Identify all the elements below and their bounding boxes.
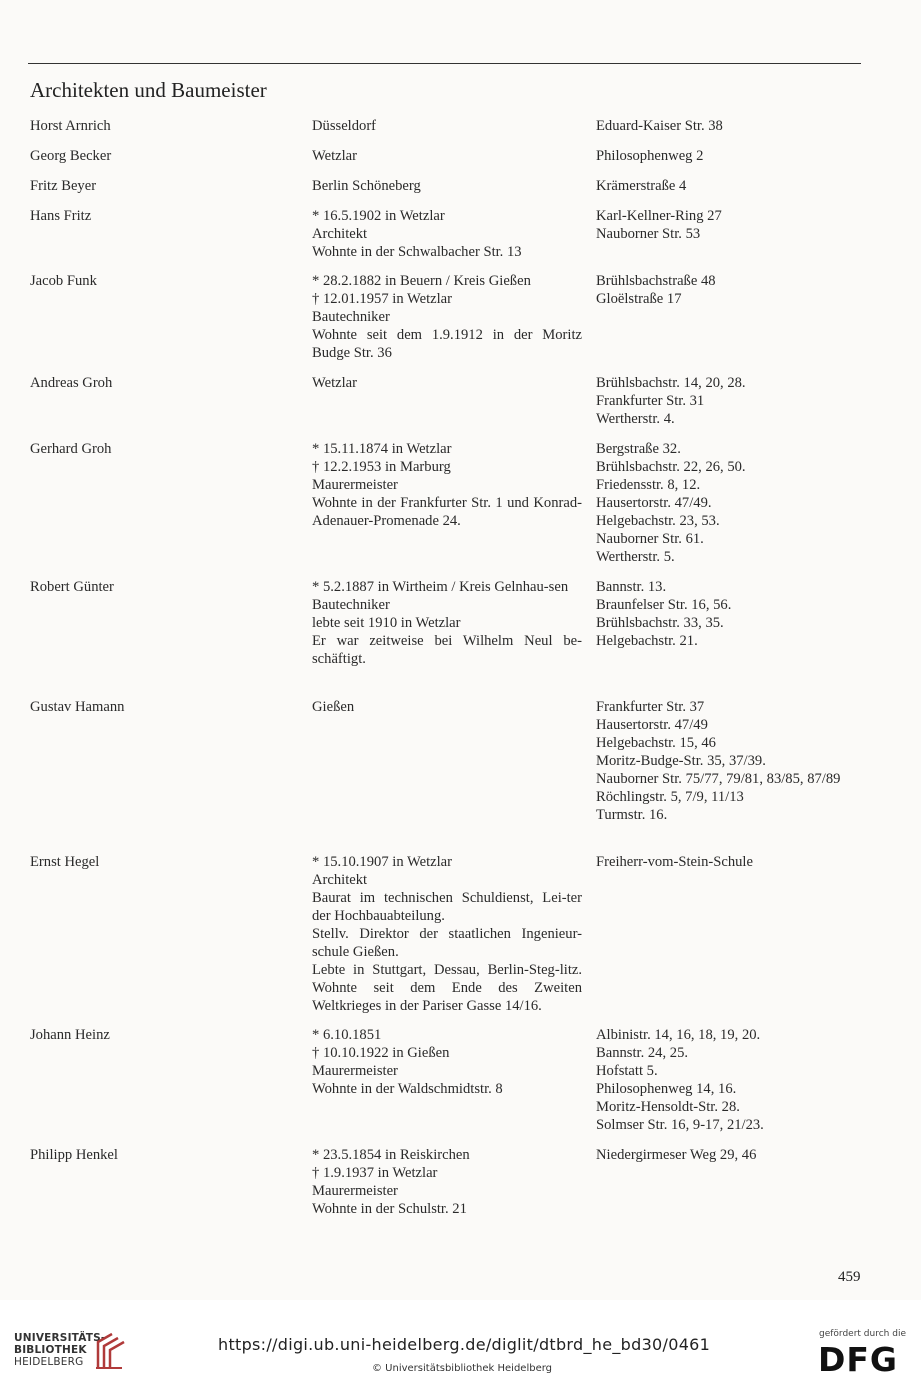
entry-addresses xyxy=(596,374,864,428)
entry-addresses xyxy=(596,1146,864,1164)
entry-addresses xyxy=(596,177,864,195)
section-title: Architekten und Baumeister xyxy=(30,78,267,102)
entry-address-line: Brühlsbachstr. 14, 20, 28. xyxy=(596,375,746,391)
entry-info-line: Wohnte in der Schwalbacher Str. 13 xyxy=(312,244,522,260)
entry-info-line: Bautechniker xyxy=(312,597,390,613)
entry-name: Gustav Hamann xyxy=(30,699,125,715)
entry-name: Horst Arnrich xyxy=(30,118,111,134)
entry-info-line: * 15.10.1907 in Wetzlar xyxy=(312,854,453,870)
entry-address-line: Nauborner Str. 75/77, 79/81, 83/85, 87/89 xyxy=(596,771,841,787)
entry-info-line: Bautechniker xyxy=(312,309,390,325)
library-line: HEIDELBERG xyxy=(14,1356,84,1368)
entry-info-line: * 23.5.1854 in Reiskirchen xyxy=(312,1147,470,1163)
entry-info-line: lebte seit 1910 in Wetzlar xyxy=(312,615,461,631)
entry-name: Philipp Henkel xyxy=(30,1147,118,1163)
entry-addresses xyxy=(596,207,864,243)
entry-address-line: Nauborner Str. 53 xyxy=(596,226,701,242)
entry-info-line: Architekt xyxy=(312,226,368,242)
entry-address-line: Philosophenweg 14, 16. xyxy=(596,1081,737,1097)
entry-info xyxy=(312,207,582,261)
entry-info-line: Wohnte in der Schulstr. 21 xyxy=(312,1201,467,1217)
library-line: UNIVERSITÄTS- xyxy=(14,1332,106,1344)
entry-address-line: Brühlsbachstr. 22, 26, 50. xyxy=(596,459,746,475)
entry-address-line: Philosophenweg 2 xyxy=(596,148,704,164)
entry-info xyxy=(312,853,582,1015)
entry-address-line: Helgebachstr. 15, 46 xyxy=(596,735,716,751)
entry-address-line: Bergstraße 32. xyxy=(596,441,681,457)
entry-address-line: Solmser Str. 16, 9-17, 21/23. xyxy=(596,1117,764,1133)
entry-addresses xyxy=(596,440,864,566)
entry-info-line: * 5.2.1887 in Wirtheim / Kreis Gelnhau-sen xyxy=(312,579,569,595)
entry-address-line: Turmstr. 16. xyxy=(596,807,668,823)
entry-address-line: Bannstr. 24, 25. xyxy=(596,1045,689,1061)
entry-address-line: Albinistr. 14, 16, 18, 19, 20. xyxy=(596,1027,761,1043)
entry-address-line: Moritz-Hensoldt-Str. 28. xyxy=(596,1099,740,1115)
library-logo-icon xyxy=(92,1328,128,1372)
entry-info-line: Wohnte in der Waldschmidtstr. 8 xyxy=(312,1081,503,1097)
entry-address-line: Hofstatt 5. xyxy=(596,1063,658,1079)
entry-address-line: Karl-Kellner-Ring 27 xyxy=(596,208,722,224)
entry-info-line: Wetzlar xyxy=(312,375,358,391)
entry-name: Fritz Beyer xyxy=(30,178,97,194)
entry-address-line: Hausertorstr. 47/49. xyxy=(596,495,712,511)
entry-address-line: Krämerstraße 4 xyxy=(596,178,687,194)
entry-address-line: Freiherr-vom-Stein-Schule xyxy=(596,854,753,870)
entry-addresses xyxy=(596,117,864,135)
entry-info xyxy=(312,578,582,668)
entry-address-line: Frankfurter Str. 37 xyxy=(596,699,705,715)
entry-address-line: Nauborner Str. 61. xyxy=(596,531,704,547)
entry-info-line: * 6.10.1851 xyxy=(312,1027,382,1043)
footer xyxy=(0,1300,921,1386)
entry-info-line: Er war zeitweise bei Wilhelm Neul be-schäftigt. xyxy=(312,633,582,667)
entry-address-line: Brühlsbachstr. 33, 35. xyxy=(596,615,724,631)
entry-name: Robert Günter xyxy=(30,579,114,595)
entry-info-line: * 15.11.1874 in Wetzlar xyxy=(312,441,452,457)
entry-address-line: Wertherstr. 4. xyxy=(596,411,675,427)
entry-info-line: Wohnte seit dem 1.9.1912 in der Moritz Budge Str. 36 xyxy=(312,327,582,361)
entry-address-line: Helgebachstr. 21. xyxy=(596,633,698,649)
page-number: 459 xyxy=(838,1269,861,1285)
entry-address-line: Friedensstr. 8, 12. xyxy=(596,477,701,493)
entry-address-line: Frankfurter Str. 31 xyxy=(596,393,705,409)
entry-info-line: * 28.2.1882 in Beuern / Kreis Gießen xyxy=(312,273,531,289)
entry-info-line: Baurat im technischen Schuldienst, Lei-ter der Hochbauabteilung. xyxy=(312,890,582,924)
library-line: BIBLIOTHEK xyxy=(14,1344,87,1356)
entry-name: Gerhard Groh xyxy=(30,441,112,457)
header-rule xyxy=(28,63,861,64)
entry-address-line: Niedergirmeser Weg 29, 46 xyxy=(596,1147,757,1163)
entry-info xyxy=(312,698,582,716)
entry-info xyxy=(312,147,582,165)
entry-info-line: † 12.2.1953 in Marburg xyxy=(312,459,451,475)
dfg-logo: DFG xyxy=(818,1340,899,1379)
entry-info-line: † 1.9.1937 in Wetzlar xyxy=(312,1165,438,1181)
entry-info xyxy=(312,1026,582,1098)
entry-address-line: Moritz-Budge-Str. 35, 37/39. xyxy=(596,753,766,769)
entry-info-line: Maurermeister xyxy=(312,1183,398,1199)
entry-addresses xyxy=(596,147,864,165)
entry-info-line: * 16.5.1902 in Wetzlar xyxy=(312,208,445,224)
entry-info-line: Stellv. Direktor der staatlichen Ingenieur-schule Gießen. xyxy=(312,926,582,960)
entry-info-line: Maurermeister xyxy=(312,1063,398,1079)
entry-info xyxy=(312,374,582,392)
entry-name: Johann Heinz xyxy=(30,1027,110,1043)
entry-info-line: Düsseldorf xyxy=(312,118,377,134)
entry-name: Ernst Hegel xyxy=(30,854,100,870)
entry-info xyxy=(312,117,582,135)
entry-name: Georg Becker xyxy=(30,148,112,164)
entry-address-line: Helgebachstr. 23, 53. xyxy=(596,513,720,529)
entry-info xyxy=(312,177,582,195)
entry-info-line: Gießen xyxy=(312,699,355,715)
entry-address-line: Bannstr. 13. xyxy=(596,579,667,595)
entry-addresses xyxy=(596,272,864,308)
permalink-url[interactable]: https://digi.ub.uni-heidelberg.de/diglit/dtbrd_he_bd30/0461 xyxy=(218,1335,711,1354)
entry-info xyxy=(312,272,582,362)
entry-address-line: Röchlingstr. 5, 7/9, 11/13 xyxy=(596,789,744,805)
entry-info-line: Architekt xyxy=(312,872,368,888)
entry-address-line: Hausertorstr. 47/49 xyxy=(596,717,708,733)
entry-info xyxy=(312,440,582,530)
funder-label: gefördert durch die xyxy=(819,1329,906,1339)
entry-address-line: Brühlsbachstraße 48 xyxy=(596,273,716,289)
entry-name: Andreas Groh xyxy=(30,375,113,391)
entry-address-line: Wertherstr. 5. xyxy=(596,549,675,565)
entry-name: Hans Fritz xyxy=(30,208,92,224)
entry-info-line: Lebte in Stuttgart, Dessau, Berlin-Steg-litz. Wohnte seit dem Ende des Zweiten Weltkrieges in der Pariser Gasse 14/16. xyxy=(312,962,582,1014)
entry-addresses xyxy=(596,698,864,824)
copyright-notice: © Universitätsbibliothek Heidelberg xyxy=(372,1363,553,1374)
entry-info-line: † 12.01.1957 in Wetzlar xyxy=(312,291,453,307)
entry-address-line: Braunfelser Str. 16, 56. xyxy=(596,597,732,613)
entry-info-line: Wohnte in der Frankfurter Str. 1 und Konrad-Adenauer-Promenade 24. xyxy=(312,495,582,529)
entry-info-line: † 10.10.1922 in Gießen xyxy=(312,1045,450,1061)
entry-info-line: Maurermeister xyxy=(312,477,398,493)
entry-info-line: Berlin Schöneberg xyxy=(312,178,421,194)
entry-addresses xyxy=(596,1026,864,1134)
entry-address-line: Eduard-Kaiser Str. 38 xyxy=(596,118,723,134)
entry-info xyxy=(312,1146,582,1218)
entry-addresses xyxy=(596,853,864,871)
entry-info-line: Wetzlar xyxy=(312,148,358,164)
entry-address-line: Gloëlstraße 17 xyxy=(596,291,682,307)
entry-name: Jacob Funk xyxy=(30,273,97,289)
entry-addresses xyxy=(596,578,864,650)
